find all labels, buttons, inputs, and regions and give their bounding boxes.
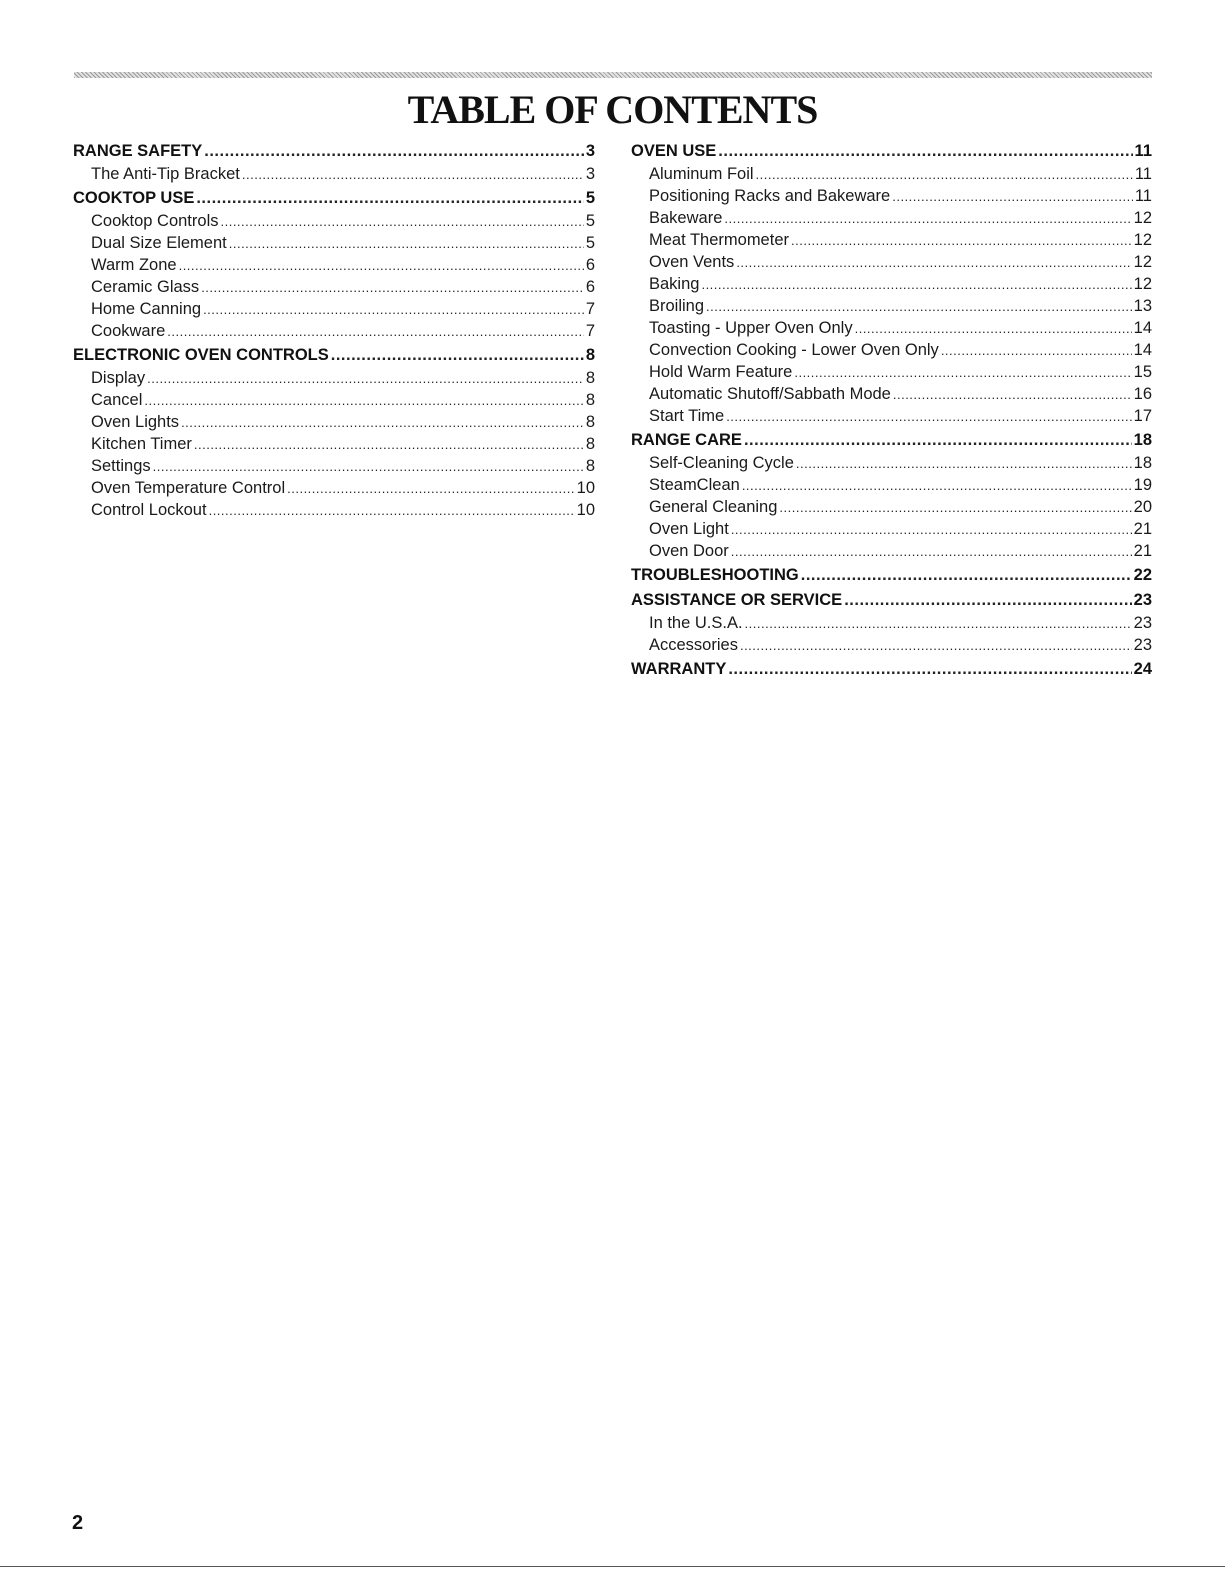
dot-leader bbox=[220, 211, 583, 232]
toc-entry-label: Ceramic Glass bbox=[91, 278, 200, 296]
toc-subentry[interactable] bbox=[631, 207, 1152, 229]
toc-entry-label: Control Lockout bbox=[91, 501, 207, 519]
dot-leader bbox=[153, 456, 584, 477]
dot-leader bbox=[796, 453, 1132, 474]
dot-leader bbox=[791, 230, 1132, 251]
toc-subentry[interactable] bbox=[631, 339, 1152, 361]
toc-entry-page: 23 bbox=[1133, 591, 1152, 609]
toc-entry-page: 12 bbox=[1133, 275, 1152, 293]
dot-leader bbox=[740, 635, 1132, 656]
toc-entry-page: 18 bbox=[1133, 431, 1152, 449]
page-number: 2 bbox=[72, 1512, 84, 1534]
toc-subentry[interactable] bbox=[631, 496, 1152, 518]
toc-entry-page: 10 bbox=[576, 501, 595, 519]
toc-entry-label: Settings bbox=[91, 457, 151, 475]
toc-entry-page: 23 bbox=[1133, 636, 1152, 654]
dot-leader bbox=[745, 613, 1132, 634]
dot-leader bbox=[756, 164, 1133, 185]
toc-entry-page: 8 bbox=[585, 413, 595, 431]
dot-leader bbox=[855, 318, 1132, 339]
toc-entry-label: Accessories bbox=[649, 636, 738, 654]
toc-entry-label: Meat Thermometer bbox=[649, 231, 789, 249]
toc-entry-label: ELECTRONIC OVEN CONTROLS bbox=[73, 346, 329, 364]
toc-entry-page: 22 bbox=[1133, 566, 1152, 584]
toc-subentry[interactable] bbox=[73, 499, 595, 521]
toc-entry-label: Automatic Shutoff/Sabbath Mode bbox=[649, 385, 891, 403]
toc-subentry[interactable] bbox=[631, 229, 1152, 251]
toc-entry-page: 8 bbox=[585, 369, 595, 387]
toc-subentry[interactable] bbox=[73, 389, 595, 411]
toc-entry-page: 8 bbox=[585, 346, 595, 364]
toc-entry-label: General Cleaning bbox=[649, 498, 778, 516]
toc-entry-page: 5 bbox=[585, 189, 595, 207]
dot-leader bbox=[167, 321, 584, 342]
toc-entry-label: TROUBLESHOOTING bbox=[631, 566, 799, 584]
toc-subentry[interactable] bbox=[73, 232, 595, 254]
toc-entry-page: 8 bbox=[585, 391, 595, 409]
toc-subentry[interactable] bbox=[73, 367, 595, 389]
dot-leader bbox=[726, 406, 1131, 427]
toc-entry-label: Home Canning bbox=[91, 300, 202, 318]
dot-leader bbox=[209, 500, 575, 521]
toc-subentry[interactable] bbox=[73, 254, 595, 276]
toc-section-entry[interactable] bbox=[631, 140, 1152, 163]
dot-leader bbox=[744, 429, 1132, 451]
toc-subentry[interactable] bbox=[631, 163, 1152, 185]
toc-section-entry[interactable] bbox=[73, 140, 595, 163]
toc-subentry[interactable] bbox=[631, 405, 1152, 427]
toc-entry-page: 11 bbox=[1134, 187, 1152, 205]
toc-right-column bbox=[631, 140, 1152, 681]
toc-subentry[interactable] bbox=[631, 317, 1152, 339]
bottom-rule bbox=[0, 1566, 1225, 1567]
toc-entry-label: Baking bbox=[649, 275, 700, 293]
toc-entry-label: OVEN USE bbox=[631, 142, 717, 160]
dot-leader bbox=[701, 274, 1131, 295]
toc-entry-page: 14 bbox=[1133, 319, 1152, 337]
toc-subentry[interactable] bbox=[73, 210, 595, 232]
toc-subentry[interactable] bbox=[73, 276, 595, 298]
toc-entry-page: 19 bbox=[1133, 476, 1152, 494]
toc-subentry[interactable] bbox=[73, 411, 595, 433]
dot-leader bbox=[179, 255, 584, 276]
dot-leader bbox=[706, 296, 1132, 317]
toc-entry-label: Warm Zone bbox=[91, 256, 177, 274]
toc-entry-label: ASSISTANCE OR SERVICE bbox=[631, 591, 843, 609]
toc-entry-label: Oven Door bbox=[649, 542, 729, 560]
toc-entry-page: 10 bbox=[576, 479, 595, 497]
dot-leader bbox=[731, 519, 1132, 540]
toc-entry-page: 18 bbox=[1133, 454, 1152, 472]
toc-subentry[interactable] bbox=[73, 163, 595, 185]
toc-subentry[interactable] bbox=[631, 251, 1152, 273]
dot-leader bbox=[724, 208, 1131, 229]
toc-entry-page: 11 bbox=[1134, 165, 1152, 183]
dot-leader bbox=[144, 390, 583, 411]
toc-subentry[interactable] bbox=[631, 273, 1152, 295]
toc-entry-page: 12 bbox=[1133, 209, 1152, 227]
toc-entry-label: Oven Lights bbox=[91, 413, 180, 431]
toc-entry-label: In the U.S.A. bbox=[649, 614, 743, 632]
toc-entry-page: 12 bbox=[1133, 231, 1152, 249]
dot-leader bbox=[742, 475, 1132, 496]
toc-entry-label: WARRANTY bbox=[631, 660, 727, 678]
toc-entry-label: Convection Cooking - Lower Oven Only bbox=[649, 341, 939, 359]
toc-section-entry[interactable] bbox=[631, 564, 1152, 587]
toc-entry-label: Oven Temperature Control bbox=[91, 479, 286, 497]
toc-subentry[interactable] bbox=[631, 361, 1152, 383]
toc-section-entry[interactable] bbox=[631, 429, 1152, 452]
toc-entry-page: 8 bbox=[585, 457, 595, 475]
dot-leader bbox=[194, 434, 584, 455]
toc-entry-page: 3 bbox=[585, 142, 595, 160]
toc-subentry[interactable] bbox=[631, 295, 1152, 317]
dot-leader bbox=[242, 164, 584, 185]
toc-subentry[interactable] bbox=[73, 298, 595, 320]
toc-subentry[interactable] bbox=[73, 320, 595, 342]
toc-entry-label: Kitchen Timer bbox=[91, 435, 192, 453]
toc-entry-page: 6 bbox=[585, 278, 595, 296]
toc-entry-label: Start Time bbox=[649, 407, 725, 425]
dot-leader bbox=[147, 368, 584, 389]
toc-entry-label: RANGE CARE bbox=[631, 431, 742, 449]
toc-entry-page: 17 bbox=[1133, 407, 1152, 425]
toc-entry-page: 23 bbox=[1133, 614, 1152, 632]
dot-leader bbox=[801, 564, 1132, 586]
toc-entry-page: 8 bbox=[585, 435, 595, 453]
dot-leader bbox=[941, 340, 1132, 361]
toc-subentry[interactable] bbox=[73, 455, 595, 477]
toc-entry-page: 6 bbox=[585, 256, 595, 274]
toc-entry-label: Hold Warm Feature bbox=[649, 363, 793, 381]
dot-leader bbox=[204, 140, 584, 162]
toc-entry-label: Oven Light bbox=[649, 520, 729, 538]
toc-entry-page: 13 bbox=[1133, 297, 1152, 315]
toc-subentry[interactable] bbox=[631, 474, 1152, 496]
dot-leader bbox=[779, 497, 1131, 518]
toc-subentry[interactable] bbox=[73, 433, 595, 455]
toc-entry-label: SteamClean bbox=[649, 476, 740, 494]
toc-subentry[interactable] bbox=[631, 540, 1152, 562]
toc-entry-page: 21 bbox=[1133, 542, 1152, 560]
toc-entry-label: Toasting - Upper Oven Only bbox=[649, 319, 853, 337]
toc-section-entry[interactable] bbox=[631, 589, 1152, 612]
dot-leader bbox=[728, 658, 1131, 680]
toc-entry-page: 16 bbox=[1133, 385, 1152, 403]
dot-leader bbox=[287, 478, 575, 499]
toc-entry-label: Cancel bbox=[91, 391, 143, 409]
toc-entry-label: Oven Vents bbox=[649, 253, 735, 271]
toc-entry-page: 7 bbox=[585, 300, 595, 318]
toc-section-entry[interactable] bbox=[73, 187, 595, 210]
dot-leader bbox=[844, 589, 1131, 611]
toc-entry-label: Dual Size Element bbox=[91, 234, 227, 252]
toc-entry-page: 12 bbox=[1133, 253, 1152, 271]
dot-leader bbox=[718, 140, 1132, 162]
toc-entry-label: The Anti-Tip Bracket bbox=[91, 165, 240, 183]
toc-entry-page: 24 bbox=[1133, 660, 1152, 678]
toc-entry-page: 14 bbox=[1133, 341, 1152, 359]
toc-entry-label: Aluminum Foil bbox=[649, 165, 754, 183]
toc-entry-page: 11 bbox=[1134, 142, 1152, 160]
toc-entry-label: Bakeware bbox=[649, 209, 723, 227]
toc-entry-page: 15 bbox=[1133, 363, 1152, 381]
toc-subentry[interactable] bbox=[73, 477, 595, 499]
toc-entry-label: RANGE SAFETY bbox=[73, 142, 203, 160]
dot-leader bbox=[229, 233, 584, 254]
dot-leader bbox=[203, 299, 584, 320]
dot-leader bbox=[736, 252, 1131, 273]
toc-entry-label: Cookware bbox=[91, 322, 166, 340]
dot-leader bbox=[201, 277, 584, 298]
toc-entry-label: Cooktop Controls bbox=[91, 212, 219, 230]
toc-entry-label: Broiling bbox=[649, 297, 705, 315]
toc-entry-label: Positioning Racks and Bakeware bbox=[649, 187, 891, 205]
toc-entry-label: Self-Cleaning Cycle bbox=[649, 454, 794, 472]
toc-section-entry[interactable] bbox=[73, 344, 595, 367]
toc-subentry[interactable] bbox=[631, 185, 1152, 207]
dot-leader bbox=[181, 412, 584, 433]
dot-leader bbox=[892, 186, 1133, 207]
toc-subentry[interactable] bbox=[631, 452, 1152, 474]
toc-entry-page: 20 bbox=[1133, 498, 1152, 516]
toc-section-entry[interactable] bbox=[631, 658, 1152, 681]
dot-leader bbox=[794, 362, 1131, 383]
toc-left-column bbox=[73, 140, 595, 521]
page-title: TABLE OF CONTENTS bbox=[407, 87, 818, 132]
dot-leader bbox=[196, 187, 583, 209]
toc-entry-page: 21 bbox=[1133, 520, 1152, 538]
toc-entry-page: 5 bbox=[585, 212, 595, 230]
dot-leader bbox=[893, 384, 1132, 405]
toc-subentry[interactable] bbox=[631, 383, 1152, 405]
toc-subentry[interactable] bbox=[631, 612, 1152, 634]
dot-leader bbox=[731, 541, 1132, 562]
toc-entry-label: COOKTOP USE bbox=[73, 189, 195, 207]
toc-entry-page: 3 bbox=[585, 165, 595, 183]
toc-subentry[interactable] bbox=[631, 518, 1152, 540]
toc-subentry[interactable] bbox=[631, 634, 1152, 656]
dot-leader bbox=[331, 344, 584, 366]
top-rule bbox=[74, 72, 1152, 78]
toc-entry-page: 5 bbox=[585, 234, 595, 252]
toc-entry-label: Display bbox=[91, 369, 146, 387]
toc-entry-page: 7 bbox=[585, 322, 595, 340]
